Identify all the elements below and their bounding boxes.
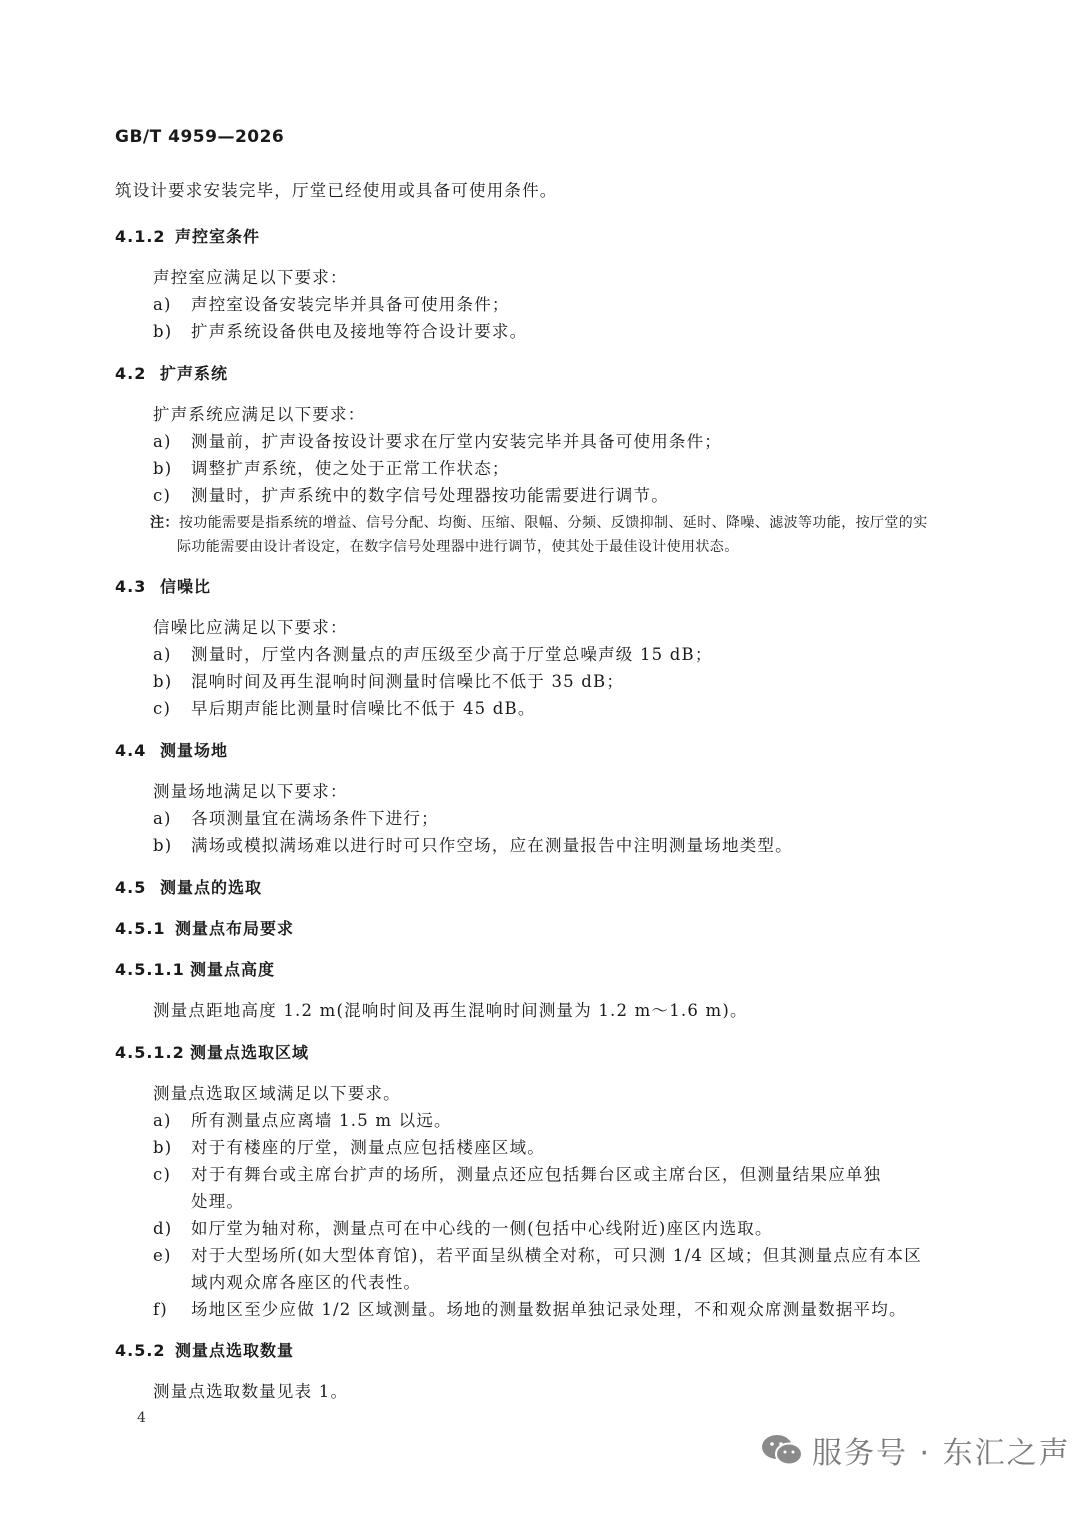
list-item-continuation: 域内观众席各座区的代表性。 xyxy=(191,1273,422,1292)
section-heading-4-5-2: 4.5.2 测量点选取数量 xyxy=(115,1341,295,1360)
list-item: a) 所有测量点应离墙 1.5 m 以远。 xyxy=(153,1111,452,1130)
section-heading-4-2: 4.2 扩声系统 xyxy=(115,364,229,383)
paragraph: 信噪比应满足以下要求： xyxy=(153,618,348,637)
watermark-text: 服务号 · 东汇之声 xyxy=(812,1436,1071,1471)
paragraph: 测量点选取区域满足以下要求。 xyxy=(153,1084,401,1103)
paragraph: 声控室应满足以下要求： xyxy=(153,268,348,287)
wechat-icon xyxy=(760,1432,804,1468)
paragraph: 测量点距地高度 1.2 m(混响时间及再生混响时间测量为 1.2 m～1.6 m)。 xyxy=(153,1001,748,1020)
section-heading-4-1-2: 4.1.2 声控室条件 xyxy=(115,227,261,246)
paragraph: 筑设计要求安装完毕，厅堂已经使用或具备可使用条件。 xyxy=(115,181,558,200)
list-item: b) 满场或模拟满场难以进行时可只作空场，应在测量报告中注明测量场地类型。 xyxy=(153,836,793,855)
list-item-continuation: 处理。 xyxy=(191,1192,245,1211)
watermark xyxy=(760,1428,1071,1472)
list-item: a) 声控室设备安装完毕并具备可使用条件； xyxy=(153,295,510,314)
list-item: c) 对于有舞台或主席台扩声的场所，测量点还应包括舞台区或主席台区，但测量结果应单独 xyxy=(153,1165,882,1184)
section-heading-4-5-1-1: 4.5.1.1 测量点高度 xyxy=(115,960,276,979)
list-item: b) 对于有楼座的厅堂，测量点应包括楼座区域。 xyxy=(153,1138,545,1157)
note-continuation: 际功能需要由设计者设定，在数字信号处理器中进行调节，使其处于最佳设计使用状态。 xyxy=(177,539,739,555)
paragraph: 扩声系统应满足以下要求： xyxy=(153,405,366,424)
list-item: b) 调整扩声系统，使之处于正常工作状态； xyxy=(153,459,510,478)
page-number: 4 xyxy=(137,1410,146,1426)
section-heading-4-3: 4.3 信噪比 xyxy=(115,577,212,596)
section-heading-4-5-1-2: 4.5.1.2 测量点选取区域 xyxy=(115,1043,310,1062)
section-heading-4-5: 4.5 测量点的选取 xyxy=(115,878,263,897)
section-heading-4-5-1: 4.5.1 测量点布局要求 xyxy=(115,919,295,938)
paragraph: 测量点选取数量见表 1。 xyxy=(153,1382,349,1401)
section-heading-4-4: 4.4 测量场地 xyxy=(115,741,229,760)
note: 注：按功能需要是指系统的增益、信号分配、均衡、压缩、限幅、分频、反馈抑制、延时、降噪、滤波等功能，按厅堂的实 xyxy=(150,515,928,531)
standard-code: GB/T 4959—2026 xyxy=(115,127,285,147)
list-item: a) 测量时，厅堂内各测量点的声压级至少高于厅堂总噪声级 15 dB； xyxy=(153,645,713,664)
list-item: c) 测量时，扩声系统中的数字信号处理器按功能需要进行调节。 xyxy=(153,486,669,505)
list-item: c) 早后期声能比测量时信噪比不低于 45 dB。 xyxy=(153,699,536,718)
list-item: b) 扩声系统设备供电及接地等符合设计要求。 xyxy=(153,322,528,341)
list-item: d) 如厅堂为轴对称，测量点可在中心线的一侧(包括中心线附近)座区内选取。 xyxy=(153,1219,773,1238)
paragraph: 测量场地满足以下要求： xyxy=(153,782,348,801)
list-item: a) 各项测量宜在满场条件下进行； xyxy=(153,809,439,828)
list-item: b) 混响时间及再生混响时间测量时信噪比不低于 35 dB； xyxy=(153,672,625,691)
list-item: a) 测量前，扩声设备按设计要求在厅堂内安装完毕并具备可使用条件； xyxy=(153,432,722,451)
list-item: f) 场地区至少应做 1/2 区域测量。场地的测量数据单独记录处理，不和观众席测量数据平均。 xyxy=(153,1300,907,1319)
list-item: e) 对于大型场所(如大型体育馆)，若平面呈纵横全对称，可只测 1/4 区域；但其测量点应有本区 xyxy=(153,1246,922,1265)
